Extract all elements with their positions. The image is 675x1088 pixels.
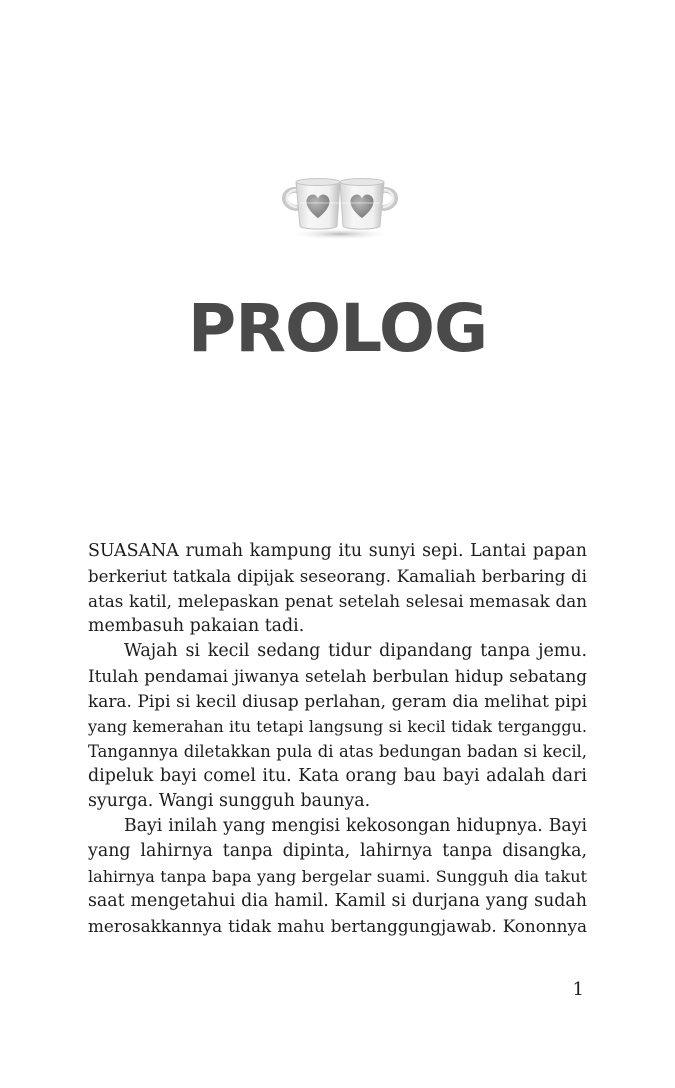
text-line: Itulah pendamai jiwanya setelah berbulan hidup sebatang: [88, 666, 587, 686]
text-line: Wajah si kecil sedang tidur dipandang tanpa jemu.: [124, 641, 587, 661]
text-line: merosakkannya tidak mahu bertanggungjawab. Kononnya: [88, 916, 587, 936]
text-line: lahirnya tanpa bapa yang bergelar suami. Sungguh dia takut: [88, 867, 587, 886]
text-line: yang lahirnya tanpa dipinta, lahirnya tanpa disangka,: [88, 841, 587, 861]
text-line: berkeriut tatkala dipijak seseorang. Kamaliah berbaring di: [88, 567, 587, 586]
text-line: syurga. Wangi sungguh baunya.: [88, 791, 371, 811]
chapter-body: [88, 539, 587, 939]
text-line: SUASANA rumah kampung itu sunyi sepi. Lantai papan: [88, 541, 587, 561]
coffee-cups-heart-icon: [276, 172, 404, 242]
text-line: Bayi inilah yang mengisi kekosongan hidupnya. Bayi: [124, 816, 587, 836]
text-line: saat mengetahui dia hamil. Kamil si durjana yang sudah: [88, 891, 587, 911]
text-line: Tangannya diletakkan pula di atas bedungan badan si kecil,: [88, 742, 587, 761]
page-number: 1: [572, 979, 584, 1000]
chapter-title: PROLOG: [187, 290, 488, 367]
text-line: membasuh pakaian tadi.: [88, 616, 305, 636]
text-line: atas katil, melepaskan penat setelah selesai memasak dan: [88, 591, 587, 611]
text-line: yang kemerahan itu tetapi langsung si kecil tidak terganggu.: [88, 717, 587, 736]
text-line: kara. Pipi si kecil diusap perlahan, geram dia melihat pipi: [88, 691, 587, 711]
text-line: dipeluk bayi comel itu. Kata orang bau bayi adalah dari: [88, 766, 587, 786]
